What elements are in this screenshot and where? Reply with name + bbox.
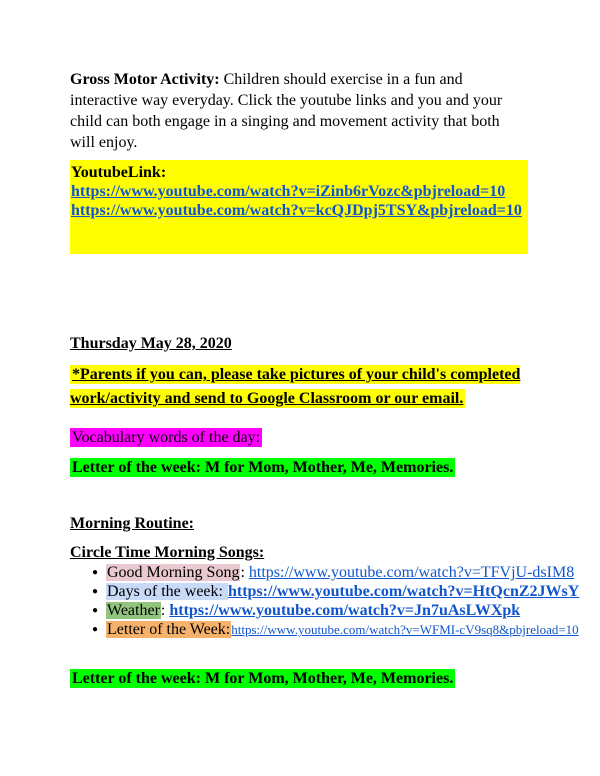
song-item-weather: [70, 601, 528, 620]
song-separator: :: [240, 564, 249, 581]
vocabulary-label: Vocabulary words of the day:: [72, 429, 261, 446]
youtube-link-block: [70, 160, 528, 254]
letter-of-week-text: Letter of the week: M for Mom, Mother, Me, Memories.: [72, 670, 454, 687]
letter-of-week-banner: [70, 457, 528, 478]
vocabulary-line: [70, 427, 528, 448]
letter-of-week-banner-footer: [70, 668, 528, 689]
song-separator: :: [160, 602, 170, 619]
song-list: [70, 563, 580, 639]
youtube-link-2[interactable]: https://www.youtube.com/watch?v=kcQJDpj5TSY&pbjreload=10: [71, 202, 522, 219]
bullet-icon: ●: [92, 586, 99, 597]
letter-of-week-text: Letter of the week: M for Mom, Mother, Me, Memories.: [72, 459, 454, 476]
bullet-icon: ●: [92, 567, 99, 578]
song-link[interactable]: https://www.youtube.com/watch?v=TFVjU-dsIM8: [248, 564, 575, 581]
song-item-letter-of-week: [70, 620, 579, 639]
youtube-link-line: [71, 201, 523, 220]
bullet-icon: ●: [92, 624, 99, 635]
bullet-icon: ●: [92, 605, 99, 616]
intro-lead-label: Gross Motor Activity:: [70, 71, 220, 88]
circle-time-heading: Circle Time Morning Songs:: [70, 544, 265, 561]
song-label: Days of the week:: [107, 583, 227, 600]
date-heading: Thursday May 28, 2020: [70, 335, 232, 352]
song-item-days-of-week: [70, 582, 580, 601]
song-item-good-morning: [70, 563, 575, 582]
song-label: Good Morning Song: [107, 564, 240, 581]
song-label: Weather: [107, 602, 160, 619]
song-link[interactable]: https://www.youtube.com/watch?v=WFMI-cV9sq8&pbjreload=10: [231, 622, 579, 637]
song-link[interactable]: https://www.youtube.com/watch?v=Jn7uAsLWXpk: [169, 602, 521, 619]
youtube-link-1[interactable]: https://www.youtube.com/watch?v=iZinb6rVozc&pbjreload=10: [71, 183, 506, 200]
youtube-block-label: YoutubeLink:: [71, 164, 167, 181]
song-link[interactable]: https://www.youtube.com/watch?v=HtQcnZ2JWsY: [227, 583, 580, 600]
parents-note-text: *Parents if you can, please take pictures of your child's completed work/activity and send to Google Classroom or our email.: [70, 366, 521, 407]
intro-body-text: Children should exercise in a fun and interactive way everyday. Click the youtube links and you and your child can both engage in a singing and movement activity that both will enjoy.: [70, 71, 503, 151]
youtube-link-line: [71, 182, 523, 201]
morning-routine-heading: Morning Routine:: [70, 515, 194, 532]
intro-paragraph: [70, 69, 528, 153]
parents-note: [70, 363, 528, 411]
song-label: Letter of the Week:: [107, 621, 231, 638]
